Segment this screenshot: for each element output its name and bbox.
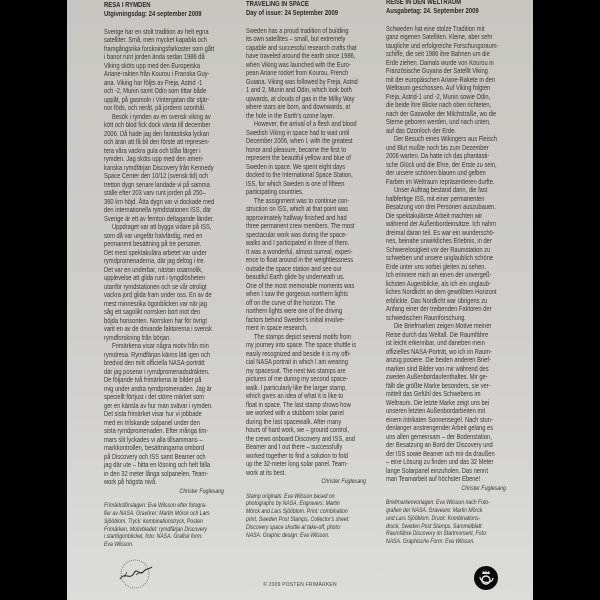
text-line: pean Ariane rocket from Kourou, French — [246, 68, 349, 78]
text-line: Det var en underbar, nästan osannolik, — [104, 264, 203, 274]
stamp-credits — [386, 499, 512, 546]
text-line: framgångsrika forskningsfarkoster som gått — [104, 43, 215, 53]
text-line: bredvid den mitt officiella NASA-porträtt — [104, 358, 205, 368]
text-line: which gives an idea of what it is like to — [246, 391, 344, 401]
text-line: cial NASA portrait in which I am wearing — [246, 357, 348, 367]
text-line: Die Briefmarken zeigen Motive meiner — [394, 321, 492, 331]
text-line: The stamps depict several motifs from — [254, 331, 352, 341]
text-line: die beide ihre Blicke nach oben richteten, — [386, 100, 492, 110]
text-line: nes, beinahe unwirkliches Erlebnis, in der — [386, 236, 492, 246]
text-line: Sterne geboren werden, und nach unten, — [386, 117, 491, 127]
text-line: der Besatzung an Bord der Discovery und — [386, 440, 493, 450]
text-line: Beamer and I out there – successfully — [246, 442, 343, 452]
text-line: float in space. The last stamp shows how — [246, 399, 351, 409]
text-line: Farben im Weltraum repräsentieren durfte. — [386, 176, 495, 186]
text-line: varit en av de drivande faktorerna i svensk — [104, 324, 213, 334]
text-line: som då var ungefär halvfärdig, med en — [104, 230, 203, 240]
text-line: sche Glück und die Ehre, der Erste zu sein, — [386, 159, 497, 169]
credit-line: NASA. Graphische Form: Eva Wilsson. — [386, 538, 475, 546]
text-line: my spacesuit. The next two stamps are — [246, 365, 346, 375]
credit-line: fier av NASA. Gravörer: Martin Mörck och Lars — [104, 509, 210, 517]
text-line: Besök i rymden av en svensk viking av — [112, 111, 211, 121]
text-line: schiffe, die seit 1986 ihre Bahnen um die — [386, 49, 490, 59]
text-line: The assignment was to continue con- — [254, 195, 350, 205]
text-line: However, the arrival of a flesh and blood — [254, 119, 357, 129]
text-line: struction on ISS, which at that point was — [246, 204, 348, 214]
paragraph — [246, 120, 372, 197]
text-line: unseren letzten Außenbordarbeiten mit — [386, 406, 486, 416]
author-signature: Christer Fuglesang — [461, 484, 506, 492]
text-line: såg ett sagolikt norrsken bort mot den — [104, 307, 201, 317]
text-line: Weltraum. Die letzte Marke zeigt uns bei — [386, 397, 490, 407]
credit-line: grafien der NASA. Graveure: Martin Mörck — [386, 506, 483, 514]
text-line: ist leicht erkennbar, und daneben mein — [386, 338, 485, 348]
text-line: permanent besättning på tre personer. — [104, 239, 202, 249]
text-line: 1 and 2, Munin and Odin, which look both — [246, 85, 352, 95]
text-line: 360 km höjd. Åtta dygn var vi dockade med — [104, 196, 215, 206]
text-line: have traveled around the earth since 1986, — [246, 51, 356, 61]
text-line: med en trilskande solpanel under den — [104, 417, 200, 427]
text-line: northern lights were one of the driving — [246, 306, 343, 316]
text-line: jag där ute – hitta en lösning och helt fälla — [104, 460, 211, 470]
text-line: ment in space research. — [246, 323, 308, 333]
text-line: Ich erinnere mich an einen der unvergeß- — [386, 270, 492, 280]
text-line: rymdpromenaderna, där jag deltog i tre. — [104, 256, 205, 266]
credit-line: Frimärksförslagen: Eva Wilsson efter fotogra- — [104, 502, 207, 510]
paragraph — [246, 333, 372, 478]
text-line: Ariane-rakten från Kourou i Franska Guy- — [104, 69, 210, 79]
text-line: ställe efter 203 varv runt jorden på 250– — [104, 188, 206, 198]
text-column-german — [386, 0, 512, 546]
text-line: in den 32 meter långa solpanelen. Team- — [104, 468, 209, 478]
text-line: December 2006, when I, with the greatest — [246, 136, 353, 146]
credit-line: i startögonblicket, foto: NASA. Grafisk form: — [104, 533, 203, 541]
text-line: worked together to find a solution to fold — [246, 450, 348, 460]
text-line: mest minnesrika ögonblicken var när jag — [104, 298, 207, 308]
text-line: Schweden hat eine stolze Tradition mit — [386, 23, 485, 33]
credit-line: Frimärken. Motivbladet: rymdfärjan Discovery — [104, 525, 207, 533]
text-line: pictures of me during my second space- — [246, 374, 348, 384]
text-line: Space Center den 10/12 (svensk tid) och — [104, 171, 209, 181]
text-line: böjda horisonten. Norrsken har för övrigt — [104, 315, 207, 325]
text-line: docked to the International Space Station, — [246, 170, 353, 180]
text-line: my journey into space. The space shuttle is — [246, 340, 357, 350]
text-line: off on the curve of the horizon. The — [246, 297, 335, 307]
text-line: där jag poserar i rymdpromenadsdräkten. — [104, 366, 210, 376]
text-line: Frimärkena visar några motiv från min — [112, 341, 209, 351]
paragraph — [104, 113, 230, 224]
text-line: factors behind Sweden's initial involve- — [246, 314, 345, 324]
text-line: erblickte. Das Nordlicht war übrigens zu — [386, 295, 488, 305]
text-line: ger en känsla av hur man svävar i rymden. — [104, 400, 213, 410]
credit-line: print, Sweden Post Stamps. Collector's sheet: — [246, 516, 350, 524]
text-line: uppåt, på gasmoln i Vintergatan där stjär- — [104, 94, 210, 104]
text-line: satelliter. Små, men mycket kapabla och — [104, 35, 207, 45]
text-line: Uppdraget var att bygga vidare på ISS, — [112, 222, 212, 232]
paragraph — [386, 135, 512, 186]
text-line: ence to float around in the weightlessness — [246, 255, 354, 265]
text-line: Schwerelosigkeit vor der Raumstation zu — [386, 244, 491, 254]
text-line: auf das Ozonloch der Erde. — [386, 125, 456, 135]
paragraph — [104, 342, 230, 487]
text-line: hours of hard work, we – ground control, — [246, 425, 349, 435]
text-line: zweiten Außenbordaufenthaltes. Mir ge- — [386, 372, 488, 382]
text-line: work at its best. — [246, 467, 286, 477]
text-line: och -2, Munin samt Odin som tittar både — [104, 86, 207, 96]
text-line: speciellt förtjust i det större märket som — [104, 392, 205, 402]
text-line: kanska rymdfärjan Discovery från Kennedy — [104, 162, 214, 172]
text-line: markkontrollen, besättningarna ombord — [104, 443, 205, 453]
text-line: mit der europäischen Ariane-Rakete in den — [386, 74, 495, 84]
paragraph — [104, 28, 230, 113]
text-line: ganz eigenen Satelliten. Kleine, aber sehr — [386, 32, 493, 42]
text-line: schweben und unsere unglaublich schöne — [386, 253, 494, 263]
article-body — [246, 27, 372, 478]
text-line: ana. Viking har följts av Freja, Astrid -1 — [104, 77, 203, 87]
text-line: nor föds, och neråt, på jordens ozonhål. — [104, 103, 206, 113]
text-line: vackra jord glida fram under oss. En av de — [104, 290, 212, 300]
text-line: Erde ziehen. Damals wurde von Kourou in — [386, 57, 494, 67]
text-line: liches Nordlicht an dem gewölbten Horizont — [386, 287, 497, 297]
text-line: på Discovery och ISS samt Beamer och — [104, 451, 206, 461]
credit-line: NASA. Graphic design: Eva Wilsson. — [246, 531, 330, 539]
text-line: tera våra vackra gula och blåa färger i — [104, 145, 201, 155]
issue-date: Day of issue: 24 September 2009 — [246, 7, 339, 17]
text-line: anzug posiere. Die beiden anderen Brief- — [386, 355, 491, 365]
text-line: Det mest spektakulära arbetet var under — [104, 247, 207, 257]
text-line: Guiana. Viking was followed by Freja, Astrid — [246, 76, 358, 86]
text-line: Sverige har en stolt tradition av helt egna — [104, 26, 209, 36]
paragraph — [246, 197, 372, 333]
text-line: approximately halfway finished and had — [246, 212, 347, 222]
text-line: 2006. Då hade jag den fantastiska lyckan — [104, 128, 210, 138]
text-line: work på högsta nivå. — [104, 477, 157, 487]
credit-line: druck, Sweden Post Stamps. Sammelblatt: — [386, 522, 483, 530]
text-line: Weltraum geschossen. Auf Viking folgten — [386, 83, 491, 93]
text-line: Sweden has a proud tradition of building — [246, 25, 349, 35]
column-heading: REISE IN DEN WELTRAUM — [386, 0, 462, 6]
text-line: nach der Gaswolke der Milchstraße, wo die — [386, 108, 497, 118]
paragraph — [246, 27, 372, 121]
text-line: dreimal daran teil. Es war ein wunderschö- — [386, 227, 495, 237]
text-line: man Teamarbeit auf höchster Ebene! — [386, 474, 481, 484]
text-line: Anfang einer der treibenden Faktoren der — [386, 304, 492, 314]
text-line: i banor runt jorden ända sedan 1986 då — [104, 52, 205, 62]
text-line: halbfertige ISS, mit einer permanenten — [386, 193, 485, 203]
author-signature: Christer Fuglesang — [179, 487, 224, 495]
paragraph — [104, 223, 230, 342]
issue-date: Ausgabetag: 24. September 2009 — [386, 5, 479, 15]
text-line: Det sista frimärket visar hur vi jobbade — [104, 409, 202, 419]
text-line: rymdresa. Rymdfärjan känns lätt igen och — [104, 349, 211, 359]
text-line: mittelt das Gefühl des Schwebens im — [386, 389, 481, 399]
text-line: Erde unter uns vorbei gleiten zu sehen. — [386, 261, 487, 271]
text-line: och äran att få bli den förste att represen- — [104, 137, 210, 147]
text-line: De följande två frimärkena är bilder på — [104, 375, 202, 385]
text-line: when Viking was launched with the Euro- — [246, 59, 351, 69]
credit-line: Sjööblom. Tryck: kombinationstryck, Posten — [104, 517, 203, 525]
text-line: schwedischen Raumforschung. — [386, 312, 466, 322]
text-line: participating countries. — [246, 187, 304, 197]
text-line: uns allen gemeinsam – der Bodenstation, — [386, 431, 492, 441]
text-line: outside the space station and see our — [246, 263, 342, 273]
text-line: Unser Auftrag bestand darin, die fast — [394, 185, 488, 195]
text-line: spectacular work was during the space- — [246, 229, 347, 239]
text-line: denlanger anstrengender Arbeit gelang es — [386, 423, 494, 433]
text-line: während der Außenbordeinsätze. Ich nahm — [386, 219, 496, 229]
text-line: – eine Lösung zu finden und das 32 Meter — [386, 457, 494, 467]
article-body — [104, 28, 230, 487]
text-line: honor and pleasure, became the first to — [246, 144, 347, 154]
paragraph — [386, 322, 512, 484]
text-line: beautiful Earth glide by underneath us. — [246, 272, 345, 282]
text-line: marken sind Bilder von mir während des — [386, 363, 489, 373]
text-line: three permanent crew members. The most — [246, 221, 355, 231]
text-line: up the 32-meter long solar panel. Team- — [246, 459, 348, 469]
text-line: upplevelse att glida runt i tyngdlösheten — [104, 273, 206, 283]
credit-line: Stamp originals: Eva Wilsson based on — [246, 492, 335, 500]
text-column-swedish — [104, 1, 230, 549]
text-line: Reise durch das Weltall. Die Raumfähre — [386, 329, 489, 339]
text-line: Sweden in space. We spent eight days — [246, 161, 345, 171]
text-line: Swedish Viking in space had to wait until — [246, 127, 350, 137]
text-line: the hole in the Earth's ozone layer. — [246, 110, 335, 120]
text-line: Besatzung von drei Personen auszubauen. — [386, 202, 496, 212]
text-line: sista rymdpromenaden. Efter många tim- — [104, 426, 209, 436]
text-line: tretton dygn senare landade vi på samma — [104, 179, 210, 189]
text-line: Die spektakulärste Arbeit machten wir — [386, 210, 483, 220]
credit-line: Briefmarkenvorlagen: Eva Wilsson nach Foto- — [386, 499, 490, 507]
text-line: lichsten Augenblicke, als ich ein unglaub- — [386, 278, 491, 288]
text-line: rymden. Jag sköts upp med den ameri- — [104, 154, 204, 164]
text-line: und Blut mußte noch bis zum Dezember — [386, 142, 489, 152]
article-body — [386, 25, 512, 484]
paragraph — [386, 25, 512, 136]
text-line: Freja, Astrid-1 und -2, Munin sowie Odin, — [386, 91, 491, 101]
credit-line: photographs by NASA. Engravers: Martin — [246, 500, 340, 508]
text-line: walks and I participated in three of them. — [246, 238, 350, 248]
text-line: represent the beautiful yellow and blue of — [246, 153, 351, 163]
text-line: Viking sköts upp med den Europeiska — [104, 60, 201, 70]
text-line: einem intrikaten Sonnensegel. Nach stun- — [386, 414, 493, 424]
text-line: der ISS sowie Beamer och mir da draußen — [386, 448, 495, 458]
text-line: Französische Guyana der Satellit Viking — [386, 66, 488, 76]
text-line: offizielles NASA-Porträt, wo ich im Raum- — [386, 346, 492, 356]
text-line: mig under andra rymdpromenaden. Jag är — [104, 383, 212, 393]
text-line: capable and successful research crafts that — [246, 42, 357, 52]
text-line: during the last spacewalk. After many — [246, 416, 342, 426]
credit-line: Raumfähre Discovery im Startmoment, Foto: — [386, 530, 488, 538]
stamp-credits — [246, 493, 372, 540]
text-line: upwards, at clouds of gas in the Milky Way — [246, 93, 355, 103]
text-line: fällt die größte Marke besonders, sie ver- — [386, 380, 491, 390]
text-line: It was a wonderful, almost surreal, experi- — [246, 246, 353, 256]
credit-line: Eva Wilsson. — [104, 541, 134, 549]
column-heading: TRAVELING IN SPACE — [246, 0, 309, 8]
paragraph — [386, 186, 512, 322]
author-signature: Christer Fuglesang — [321, 478, 366, 486]
text-line: when I saw the gorgeous northern lights — [246, 289, 348, 299]
column-heading: RESA I RYMDEN — [104, 0, 151, 9]
text-line: Sverige är ett av femton deltagande länder. — [104, 213, 214, 223]
text-line: we worked with a stubborn solar panel — [246, 408, 344, 418]
text-line: its own satellites – small, but extremely — [246, 34, 346, 44]
credit-line: Mörck and Lars Sjööblom. Print: combination — [246, 508, 348, 516]
text-line: kött och blod fick dock vänta till december — [104, 120, 211, 130]
text-line: utanför rymdstationen och se vår otroligt — [104, 281, 207, 291]
credit-line: und Lars Sjööblom. Druck: Kombinations- — [386, 514, 481, 522]
text-line: 2006 warten. Da hatte ich das phantasti- — [386, 151, 490, 161]
text-line: One of the most memorable moments was — [246, 280, 355, 290]
text-line: Der Besuch eines Wikingers aus Fleisch — [394, 134, 497, 144]
text-line: ISS, for which Sweden is one of fifteen — [246, 178, 345, 188]
text-line: where stars are born, and downwards, at — [246, 102, 351, 112]
text-line: rymdforskning från början. — [104, 332, 171, 342]
text-line: easily recognized and beside it is my offi- — [246, 348, 351, 358]
text-line: lange Solarpanel einzuholen. Das nennt — [386, 465, 488, 475]
credit-line: Discovery space shuttle at take-off, photo: — [246, 523, 342, 531]
text-line: der unsere schönen blauen und gelben — [386, 168, 486, 178]
text-line: walk. I particularly like the larger stamp, — [246, 382, 347, 392]
copyright-text: © 2009 POSTEN FRIMÄRKEN — [263, 582, 337, 588]
text-column-english — [246, 0, 372, 540]
text-line: den internationella rymdstationen ISS, där — [104, 205, 212, 215]
stamp-credits — [104, 502, 230, 549]
issue-date: Utgivningsdag: 24 september 2009 — [104, 8, 202, 18]
text-line: mars slit lyckades vi alla tillsammans – — [104, 434, 203, 444]
text-line: taugliche und erfolgreiche Forschungsraum- — [386, 40, 499, 50]
text-line: the crews onboard Discovery and ISS, and — [246, 433, 355, 443]
